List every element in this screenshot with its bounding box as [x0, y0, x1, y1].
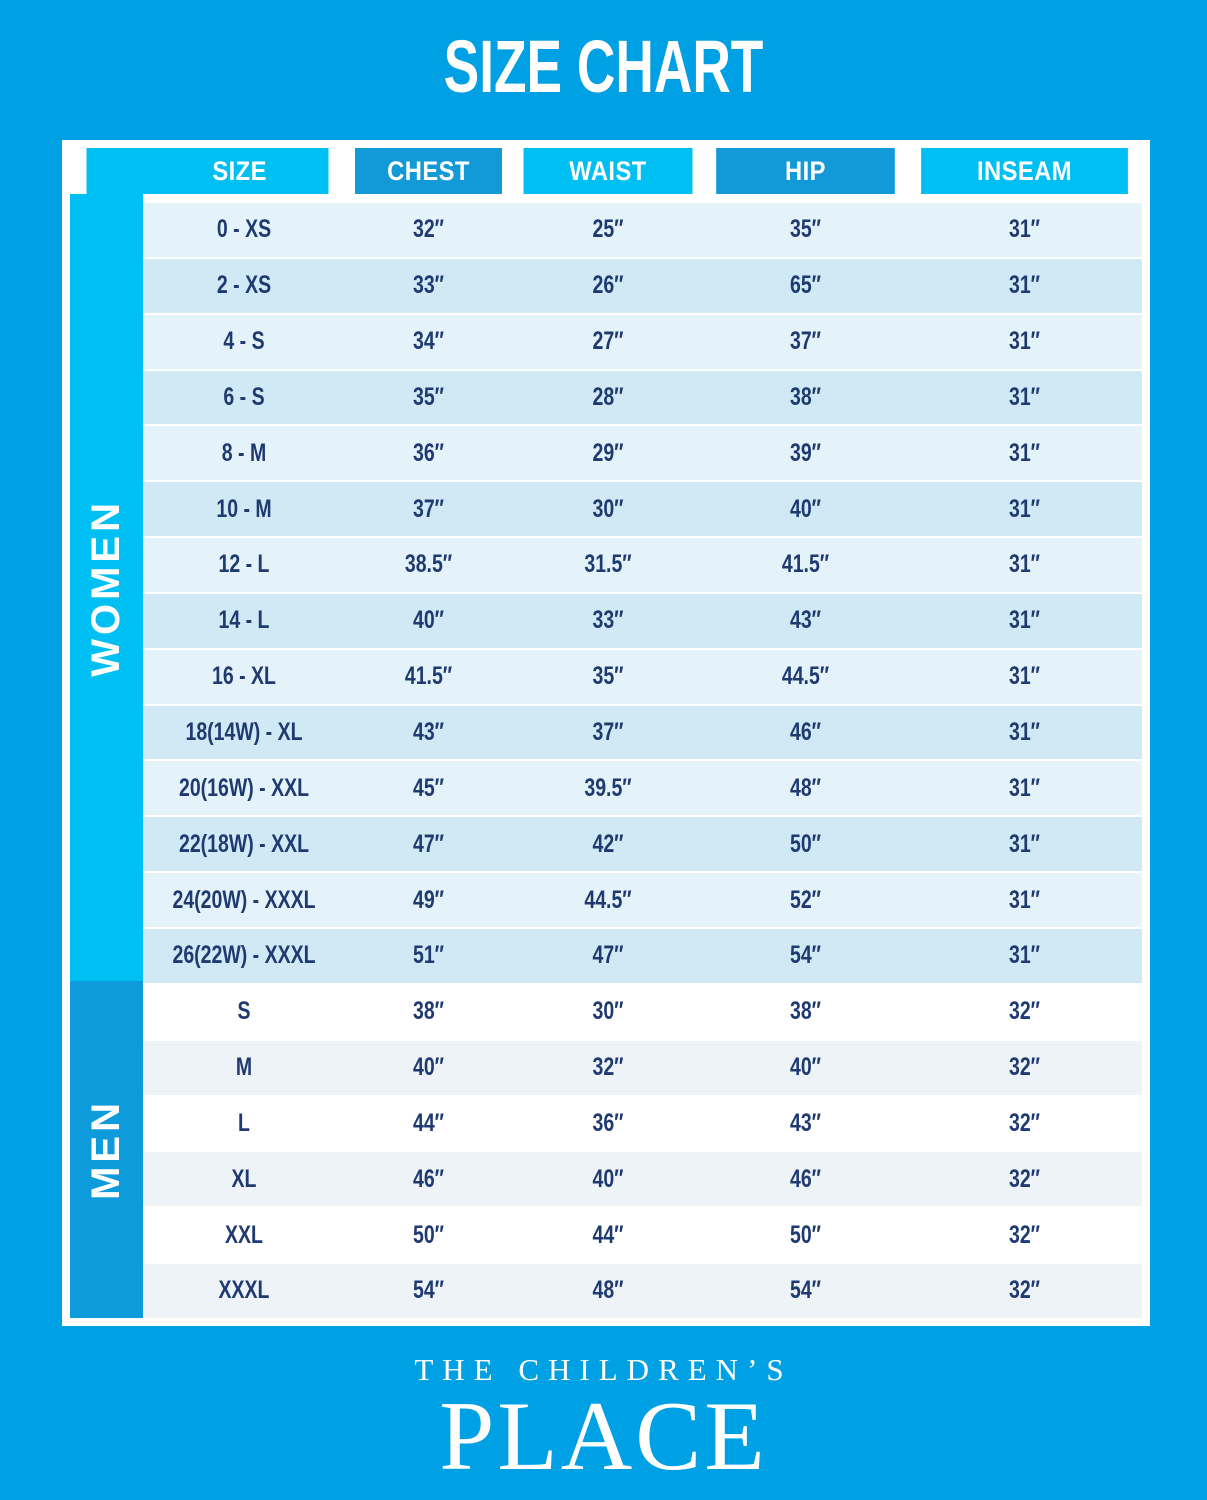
waist-cell: 40″	[592, 1164, 624, 1193]
chest-cell: 35″	[412, 382, 445, 411]
waist-cell: 30″	[592, 997, 624, 1026]
size-cell: 12 - L	[218, 550, 270, 579]
size-cell: XXXL	[218, 1276, 270, 1305]
hip-cell: 39″	[789, 438, 822, 467]
waist-cell: 39.5″	[584, 773, 632, 802]
header-cell-hip: HIP	[716, 148, 895, 194]
hip-cell: 37″	[789, 327, 822, 356]
table-row	[143, 761, 1142, 815]
waist-cell: 44″	[592, 1220, 624, 1249]
header-cell-inseam: INSEAM	[921, 148, 1128, 194]
logo-brand-upper: THE CHILDREN’S	[414, 1352, 793, 1387]
header-cell-chest: CHEST	[355, 148, 502, 194]
inseam-cell: 32″	[1008, 1220, 1041, 1249]
chest-cell: 40″	[412, 606, 445, 635]
chest-cell: 45″	[412, 773, 445, 802]
size-cell: 18(14W) - XL	[185, 718, 303, 747]
women-section-label: WOMEN	[84, 498, 128, 677]
header-cell-size: SIZE	[87, 148, 329, 194]
hip-cell: 38″	[789, 382, 822, 411]
chest-cell: 36″	[412, 438, 445, 467]
inseam-cell: 31″	[1008, 885, 1041, 914]
waist-cell: 47″	[592, 941, 624, 970]
waist-cell: 35″	[592, 662, 624, 691]
table-row	[143, 482, 1142, 536]
hip-cell: 40″	[789, 494, 822, 523]
size-cell: 8 - M	[221, 438, 267, 467]
waist-cell: 37″	[592, 718, 624, 747]
inseam-cell: 31″	[1008, 662, 1041, 691]
inseam-cell: 31″	[1008, 718, 1041, 747]
waist-cell: 28″	[592, 382, 624, 411]
table-row	[143, 929, 1142, 983]
header-cell-waist: WAIST	[524, 148, 693, 194]
chest-cell: 33″	[412, 271, 445, 300]
table-body	[70, 194, 1142, 1318]
chest-cell: 34″	[412, 327, 445, 356]
size-cell: XL	[231, 1164, 257, 1193]
waist-cell: 29″	[592, 438, 624, 467]
size-table	[62, 140, 1150, 1326]
waist-cell: 30″	[592, 494, 624, 523]
chest-cell: 38.5″	[404, 550, 453, 579]
inseam-cell: 31″	[1008, 438, 1041, 467]
hip-cell: 54″	[789, 941, 822, 970]
size-cell: 16 - XL	[212, 662, 276, 691]
size-cell: 14 - L	[218, 606, 270, 635]
inseam-cell: 31″	[1008, 215, 1041, 244]
chest-cell: 43″	[412, 718, 445, 747]
inseam-cell: 31″	[1008, 606, 1041, 635]
table-row	[143, 1264, 1142, 1318]
inseam-cell: 32″	[1008, 1164, 1041, 1193]
waist-cell: 44.5″	[584, 885, 632, 914]
waist-cell: 48″	[592, 1276, 624, 1305]
size-cell: 0 - XS	[216, 215, 272, 244]
size-cell: 26(22W) - XXXL	[172, 941, 316, 970]
chest-cell: 49″	[412, 885, 445, 914]
chest-cell: 38″	[412, 997, 445, 1026]
table-row	[143, 706, 1142, 760]
sidebar-women	[70, 194, 143, 981]
size-cell: 4 - S	[223, 327, 265, 356]
size-cell: 20(16W) - XXL	[178, 773, 310, 802]
hip-cell: 50″	[789, 1220, 822, 1249]
hip-cell: 46″	[789, 718, 822, 747]
table-row	[143, 259, 1142, 313]
inseam-cell: 31″	[1008, 941, 1041, 970]
hip-cell: 48″	[789, 773, 822, 802]
size-cell: 2 - XS	[216, 271, 272, 300]
size-cell: 10 - M	[216, 494, 272, 523]
hip-cell: 41.5″	[781, 550, 830, 579]
hip-cell: 52″	[789, 885, 822, 914]
chest-cell: 54″	[412, 1276, 445, 1305]
chest-cell: 41.5″	[404, 662, 453, 691]
waist-cell: 42″	[592, 829, 624, 858]
chest-cell: 44″	[412, 1108, 445, 1137]
hip-cell: 50″	[789, 829, 822, 858]
hip-cell: 46″	[789, 1164, 822, 1193]
logo-brand-lower: PLACE	[439, 1382, 768, 1491]
hip-cell: 43″	[789, 606, 822, 635]
chest-cell: 50″	[412, 1220, 445, 1249]
men-section-label: MEN	[84, 1098, 128, 1200]
waist-cell: 36″	[592, 1108, 624, 1137]
hip-cell: 38″	[789, 997, 822, 1026]
inseam-cell: 32″	[1008, 1108, 1041, 1137]
size-cell: 22(18W) - XXL	[178, 829, 310, 858]
hip-cell: 65″	[789, 271, 822, 300]
inseam-cell: 31″	[1008, 382, 1041, 411]
size-cell: 6 - S	[223, 382, 265, 411]
hip-cell: 43″	[789, 1108, 822, 1137]
table-rows	[143, 194, 1142, 1318]
brand-logo	[0, 1352, 1207, 1491]
table-header	[70, 148, 1142, 194]
waist-cell: 31.5″	[584, 550, 632, 579]
table-row	[143, 1041, 1142, 1095]
chest-cell: 51″	[412, 941, 445, 970]
waist-cell: 27″	[592, 327, 624, 356]
chest-cell: 40″	[412, 1053, 445, 1082]
waist-cell: 26″	[592, 271, 624, 300]
size-cell: XXL	[225, 1220, 263, 1249]
table-row	[143, 371, 1142, 425]
waist-cell: 33″	[592, 606, 624, 635]
sidebar-men	[70, 981, 143, 1318]
inseam-cell: 31″	[1008, 829, 1041, 858]
inseam-cell: 32″	[1008, 1276, 1041, 1305]
size-cell: M	[235, 1053, 253, 1082]
table-row	[143, 817, 1142, 871]
size-cell: S	[237, 997, 251, 1026]
inseam-cell: 32″	[1008, 997, 1041, 1026]
chest-cell: 46″	[412, 1164, 445, 1193]
table-row	[143, 873, 1142, 927]
table-row	[143, 426, 1142, 480]
hip-cell: 35″	[789, 215, 822, 244]
inseam-cell: 31″	[1008, 773, 1041, 802]
table-row	[143, 315, 1142, 369]
table-row	[143, 594, 1142, 648]
chest-cell: 47″	[412, 829, 445, 858]
inseam-cell: 31″	[1008, 494, 1041, 523]
section-sidebar	[70, 194, 143, 1318]
page-title: SIZE CHART	[443, 25, 764, 108]
table-row	[143, 538, 1142, 592]
table-row	[143, 985, 1142, 1039]
table-row	[143, 1097, 1142, 1151]
inseam-cell: 31″	[1008, 271, 1041, 300]
inseam-cell: 31″	[1008, 327, 1041, 356]
hip-cell: 40″	[789, 1053, 822, 1082]
waist-cell: 32″	[592, 1053, 624, 1082]
table-row	[143, 203, 1142, 257]
hip-cell: 44.5″	[781, 662, 830, 691]
table-row	[143, 1152, 1142, 1206]
table-row	[143, 1208, 1142, 1262]
chest-cell: 37″	[412, 494, 445, 523]
size-cell: 24(20W) - XXXL	[172, 885, 316, 914]
hip-cell: 54″	[789, 1276, 822, 1305]
inseam-cell: 32″	[1008, 1053, 1041, 1082]
size-cell: L	[238, 1108, 250, 1137]
chest-cell: 32″	[412, 215, 445, 244]
table-row	[143, 650, 1142, 704]
waist-cell: 25″	[592, 215, 624, 244]
inseam-cell: 31″	[1008, 550, 1041, 579]
